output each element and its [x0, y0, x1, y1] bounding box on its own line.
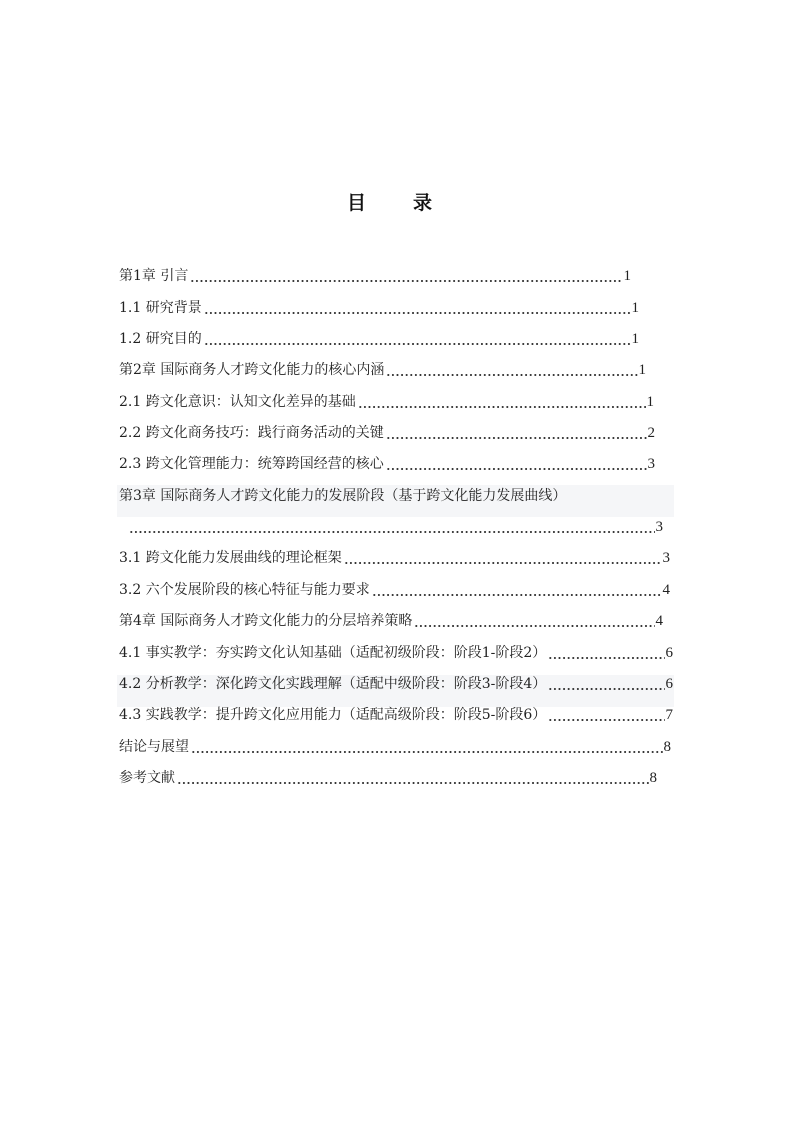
toc-entry-section-3-2[interactable] — [119, 579, 670, 601]
toc-entry-label: 1.1 研究背景 — [119, 300, 202, 316]
dot-leader — [386, 422, 647, 444]
dot-leader — [177, 767, 649, 789]
toc-page-number: 1 — [631, 300, 639, 316]
toc-entry-label: 1.2 研究目的 — [119, 331, 202, 347]
dot-leader — [204, 297, 631, 319]
toc-page-number: 6 — [665, 676, 673, 692]
dot-leader — [386, 453, 647, 475]
toc-entry-section-4-1[interactable] — [119, 642, 673, 664]
toc-entry-label: 2.1 跨文化意识：认知文化差异的基础 — [119, 394, 356, 410]
toc-page-number: 3 — [647, 456, 655, 472]
toc-entry-chapter-3-continuation[interactable] — [128, 516, 663, 538]
toc-page-number: 8 — [649, 770, 657, 786]
dot-leader — [358, 391, 646, 413]
toc-entry-label: 3.2 六个发展阶段的核心特征与能力要求 — [119, 582, 370, 598]
dot-leader — [129, 516, 655, 538]
toc-page-number: 1 — [638, 362, 646, 378]
toc-entry-label: 第1章 引言 — [119, 268, 189, 284]
toc-entry-label: 4.1 事实教学：夯实跨文化认知基础（适配初级阶段：阶段1-阶段2） — [119, 645, 547, 661]
toc-entry-section-2-3[interactable] — [119, 453, 655, 475]
toc-entry-chapter-4[interactable] — [119, 610, 663, 632]
toc-page-number: 3 — [662, 550, 670, 566]
toc-page-number: 1 — [646, 394, 654, 410]
dot-leader — [414, 610, 654, 632]
toc-page-number: 3 — [655, 519, 663, 535]
dot-leader — [548, 642, 664, 664]
toc-entry-section-1-2[interactable] — [119, 328, 639, 350]
toc-page-number: 7 — [665, 707, 673, 723]
toc-entry-section-2-1[interactable] — [119, 391, 654, 413]
toc-entry-section-4-3[interactable] — [119, 704, 673, 726]
dot-leader — [372, 579, 662, 601]
toc-page-number: 6 — [665, 645, 673, 661]
dot-leader — [204, 328, 631, 350]
toc-entry-chapter-1[interactable] — [119, 265, 631, 287]
toc-entry-chapter-3[interactable] — [119, 485, 674, 507]
dot-leader — [386, 359, 637, 381]
toc-entry-section-1-1[interactable] — [119, 297, 639, 319]
toc-page-number: 4 — [655, 613, 663, 629]
toc-entry-references[interactable] — [119, 767, 657, 789]
toc-page-number: 8 — [663, 739, 671, 755]
toc-entry-label: 第3章 国际商务人才跨文化能力的发展阶段（基于跨文化能力发展曲线） — [119, 488, 567, 504]
toc-entry-label: 第4章 国际商务人才跨文化能力的分层培养策略 — [119, 613, 413, 629]
toc-entry-label: 3.1 跨文化能力发展曲线的理论框架 — [119, 550, 342, 566]
toc-entry-section-3-1[interactable] — [119, 547, 670, 569]
toc-entry-label: 4.3 实践教学：提升跨文化应用能力（适配高级阶段：阶段5-阶段6） — [119, 707, 547, 723]
toc-entry-section-4-2[interactable] — [119, 673, 673, 695]
toc-entry-conclusion[interactable] — [119, 736, 671, 758]
toc-entry-label: 参考文献 — [119, 770, 175, 786]
toc-entry-label: 结论与展望 — [119, 739, 189, 755]
toc-page-number: 1 — [623, 268, 631, 284]
dot-leader — [344, 547, 662, 569]
toc-entry-label: 第2章 国际商务人才跨文化能力的核心内涵 — [119, 362, 385, 378]
toc-page-number: 2 — [647, 425, 655, 441]
toc-title: 目 录 — [346, 192, 446, 214]
toc-entry-chapter-2[interactable] — [119, 359, 646, 381]
toc-entry-label: 2.3 跨文化管理能力：统筹跨国经营的核心 — [119, 456, 384, 472]
dot-leader — [548, 673, 664, 695]
toc-entry-section-2-2[interactable] — [119, 422, 655, 444]
dot-leader — [190, 265, 622, 287]
dot-leader — [548, 704, 664, 726]
toc-entry-label: 2.2 跨文化商务技巧：践行商务活动的关键 — [119, 425, 384, 441]
toc-entry-label: 4.2 分析教学：深化跨文化实践理解（适配中级阶段：阶段3-阶段4） — [119, 676, 547, 692]
dot-leader — [191, 736, 663, 758]
toc-page-number: 1 — [631, 331, 639, 347]
toc-page-number: 4 — [662, 582, 670, 598]
